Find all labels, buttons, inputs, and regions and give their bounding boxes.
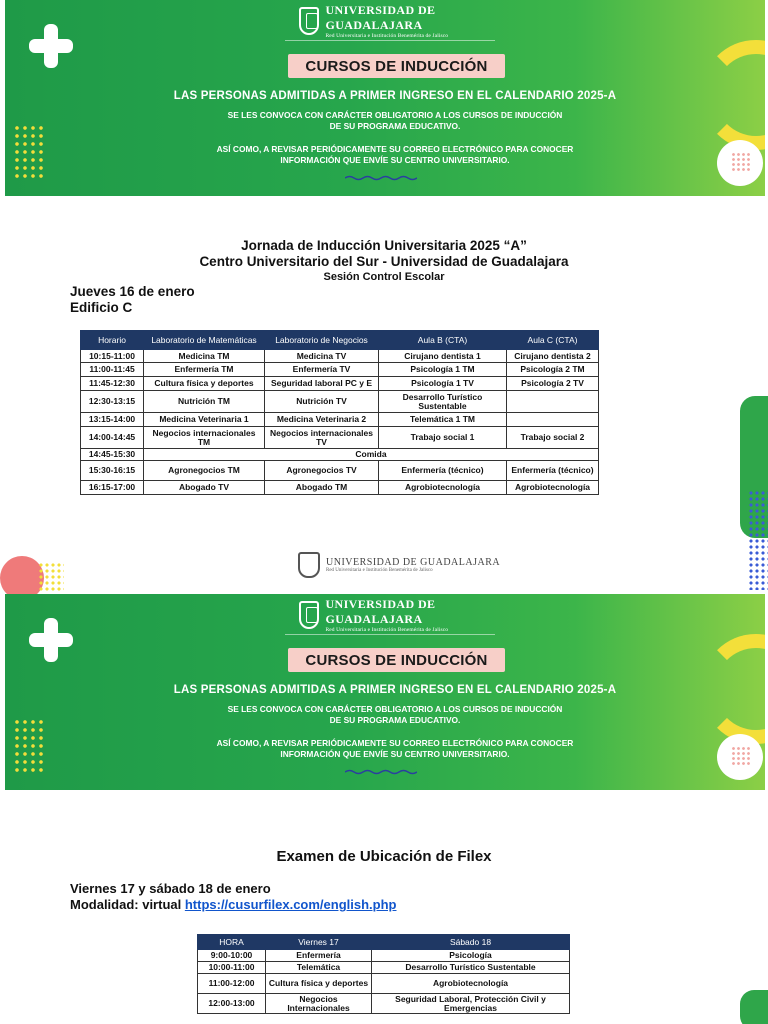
table-cell: Enfermería: [266, 950, 372, 962]
logo-subtitle: Red Universitaria e Institución Benemérita de Jalisco: [326, 568, 433, 573]
dot-pattern-decoration: [38, 562, 64, 592]
table-row: [81, 427, 599, 449]
table-cell: [507, 391, 599, 413]
header-hora: HORA: [198, 935, 266, 950]
table-row: [81, 350, 599, 363]
table-cell: Seguridad laboral PC y E: [265, 377, 379, 391]
logo-name: UNIVERSIDAD DE GUADALAJARA: [326, 557, 501, 568]
filex-schedule-table: [197, 934, 570, 1014]
table-row: [198, 962, 570, 974]
table-cell: Trabajo social 1: [379, 427, 507, 449]
table-header-row: [198, 935, 570, 950]
table-cell: Psicología 2 TV: [507, 377, 599, 391]
plus-icon: [29, 24, 73, 68]
logo-subtitle: Red Universitaria e Institución Benemérita de Jalisco: [325, 627, 449, 633]
filex-dates: Viernes 17 y sábado 18 de enero: [70, 881, 271, 896]
table-row: [81, 481, 599, 495]
wave-decoration: [345, 769, 417, 775]
header-horario: Horario: [81, 331, 144, 350]
table-cell: Seguridad Laboral, Protección Civil y Emergencias: [372, 994, 570, 1014]
session-day: Jueves 16 de enero: [70, 284, 195, 299]
udg-footer-logo: [298, 552, 500, 578]
banner-text-1: SE LES CONVOCA CON CARÁCTER OBLIGATORIO A LOS CURSOS DE INDUCCIÓN DE SU PROGRAMA EDUCATIVO.: [227, 704, 563, 725]
logo-name: UNIVERSIDAD DE GUADALAJARA: [325, 3, 436, 32]
table-cell: 12:00-13:00: [198, 994, 266, 1014]
table-cell: 11:00-11:45: [81, 363, 144, 377]
table-cell: Telemática 1 TM: [379, 413, 507, 427]
header-aula-c: Aula C (CTA): [507, 331, 599, 350]
table-cell: Cultura física y deportes: [266, 974, 372, 994]
table-cell: 10:15-11:00: [81, 350, 144, 363]
table-cell: Agrobiotecnología: [507, 481, 599, 495]
header-viernes: Viernes 17: [266, 935, 372, 950]
table-row: [198, 950, 570, 962]
table-cell: Enfermería TV: [265, 363, 379, 377]
divider: [285, 634, 495, 635]
banner-pill-title: CURSOS DE INDUCCIÓN: [288, 648, 505, 672]
dot-pattern-decoration: [748, 490, 768, 590]
header-lab-matematicas: Laboratorio de Matemáticas: [144, 331, 265, 350]
table-row: [81, 363, 599, 377]
filex-title: Examen de Ubicación de Filex: [276, 848, 492, 865]
header-aula-b: Aula B (CTA): [379, 331, 507, 350]
table-cell: Psicología: [372, 950, 570, 962]
table-cell: Agronegocios TM: [144, 461, 265, 481]
induction-schedule-table: [80, 330, 599, 495]
table-cell: Medicina Veterinaria 2: [265, 413, 379, 427]
table-row: [81, 461, 599, 481]
banner-text-1: SE LES CONVOCA CON CARÁCTER OBLIGATORIO A LOS CURSOS DE INDUCCIÓN DE SU PROGRAMA EDUCATIVO.: [227, 110, 563, 131]
table-row: [81, 413, 599, 427]
table-cell: Enfermería (técnico): [507, 461, 599, 481]
table-cell: Negocios Internacionales: [266, 994, 372, 1014]
table-row: [81, 377, 599, 391]
udg-seal-icon: [298, 552, 320, 578]
table-cell: Cirujano dentista 2: [507, 350, 599, 363]
udg-seal-icon: [299, 601, 319, 629]
table-cell: Medicina Veterinaria 1: [144, 413, 265, 427]
banner-text-2: ASÍ COMO, A REVISAR PERIÓDICAMENTE SU CORREO ELECTRÓNICO PARA CONOCER INFORMACIÓN QUE ENVÍE SU CENTRO UNIVERSITARIO.: [216, 738, 574, 759]
table-cell: Agronegocios TV: [265, 461, 379, 481]
break-label: Comida: [144, 449, 599, 461]
table-cell: Nutrición TM: [144, 391, 265, 413]
table-cell: Trabajo social 2: [507, 427, 599, 449]
table-cell: Enfermería TM: [144, 363, 265, 377]
table-cell: 14:45-15:30: [81, 449, 144, 461]
table-cell: 13:15-14:00: [81, 413, 144, 427]
table-cell: Medicina TV: [265, 350, 379, 363]
table-cell: Medicina TM: [144, 350, 265, 363]
table-cell: Agrobiotecnología: [372, 974, 570, 994]
banner-pill-title: CURSOS DE INDUCCIÓN: [288, 54, 505, 78]
wave-decoration: [345, 175, 417, 181]
plus-icon: [29, 618, 73, 662]
side-decoration: [740, 990, 768, 1024]
table-cell: Cultura física y deportes: [144, 377, 265, 391]
table-cell: 11:00-12:00: [198, 974, 266, 994]
filex-modality: [70, 897, 396, 912]
udg-seal-icon: [299, 7, 319, 35]
udg-logo: [299, 597, 499, 633]
table-cell: 16:15-17:00: [81, 481, 144, 495]
header-lab-negocios: Laboratorio de Negocios: [265, 331, 379, 350]
divider: [285, 40, 495, 41]
logo-name: UNIVERSIDAD DE GUADALAJARA: [325, 597, 436, 626]
table-cell: 14:00-14:45: [81, 427, 144, 449]
table-cell: Negocios internacionales TM: [144, 427, 265, 449]
induction-banner-top: [5, 0, 765, 196]
table-cell: Psicología 1 TM: [379, 363, 507, 377]
table-cell: Desarrollo Turístico Sustentable: [372, 962, 570, 974]
udg-logo: [299, 3, 499, 39]
table-cell: 11:45-12:30: [81, 377, 144, 391]
table-cell: Abogado TM: [265, 481, 379, 495]
table-row: [81, 391, 599, 413]
table-cell: Enfermería (técnico): [379, 461, 507, 481]
table-row: [198, 974, 570, 994]
table-cell: Agrobiotecnología: [379, 481, 507, 495]
table-cell: [507, 413, 599, 427]
table-header-row: [81, 331, 599, 350]
table-row: [198, 994, 570, 1014]
session-building: Edificio C: [70, 300, 133, 315]
table-cell: Psicología 1 TV: [379, 377, 507, 391]
center-title: Centro Universitario del Sur - Universidad de Guadalajara: [199, 254, 569, 269]
table-cell: Cirujano dentista 1: [379, 350, 507, 363]
table-cell: 15:30-16:15: [81, 461, 144, 481]
header-sabado: Sábado 18: [372, 935, 570, 950]
session-title: Sesión Control Escolar: [323, 271, 445, 283]
event-title: Jornada de Inducción Universitaria 2025 “A”: [241, 238, 527, 253]
banner-headline: LAS PERSONAS ADMITIDAS A PRIMER INGRESO EN EL CALENDARIO 2025-A: [173, 684, 617, 696]
break-row: [81, 449, 599, 461]
table-cell: Negocios internacionales TV: [265, 427, 379, 449]
table-cell: Telemática: [266, 962, 372, 974]
modality-label: Modalidad: virtual: [70, 897, 185, 912]
table-cell: Abogado TV: [144, 481, 265, 495]
induction-banner-bottom: [5, 594, 765, 790]
logo-subtitle: Red Universitaria e Institución Benemérita de Jalisco: [325, 33, 449, 39]
table-cell: Desarrollo Turístico Sustentable: [379, 391, 507, 413]
table-cell: 10:00-11:00: [198, 962, 266, 974]
table-cell: Psicología 2 TM: [507, 363, 599, 377]
banner-headline: LAS PERSONAS ADMITIDAS A PRIMER INGRESO EN EL CALENDARIO 2025-A: [173, 90, 617, 102]
table-cell: 12:30-13:15: [81, 391, 144, 413]
table-cell: 9:00-10:00: [198, 950, 266, 962]
table-cell: Nutrición TV: [265, 391, 379, 413]
filex-link[interactable]: https://cusurfilex.com/english.php: [184, 897, 397, 912]
banner-text-2: ASÍ COMO, A REVISAR PERIÓDICAMENTE SU CORREO ELECTRÓNICO PARA CONOCER INFORMACIÓN QUE ENVÍE SU CENTRO UNIVERSITARIO.: [216, 144, 574, 165]
